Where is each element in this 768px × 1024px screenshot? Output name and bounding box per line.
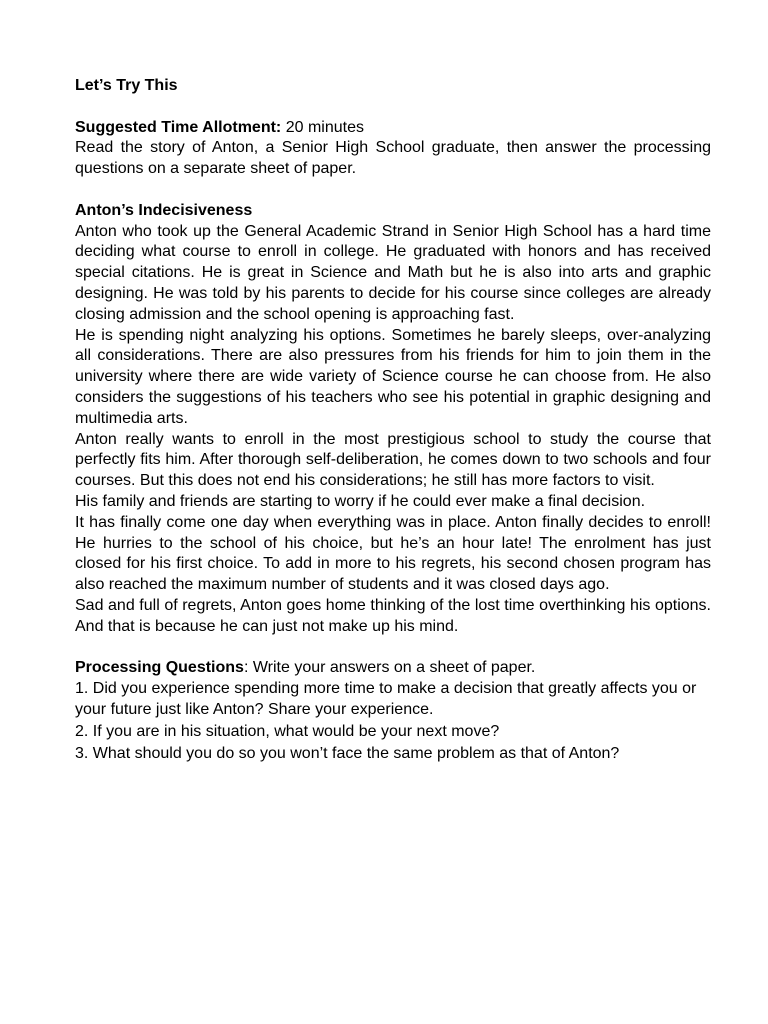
story-paragraph: His family and friends are starting to worry if he could ever make a final decision.	[75, 492, 646, 510]
time-allotment-value: 20 minutes	[285, 118, 364, 136]
processing-instruction: : Write your answers on a sheet of paper.	[243, 659, 536, 677]
processing-heading	[75, 658, 711, 679]
spacer	[75, 180, 711, 201]
spacer	[75, 97, 711, 118]
question-item: 2. If you are in his situation, what would be your next move?	[75, 722, 500, 740]
processing-label: Processing Questions	[75, 659, 244, 677]
spacer	[75, 638, 711, 659]
time-allotment-label: Suggested Time Allotment:	[75, 118, 282, 136]
time-allotment	[75, 118, 711, 139]
story-paragraph: Sad and full of regrets, Anton goes home thinking of the lost time overthinking his options. And that is because he can just not make up his mind.	[75, 596, 711, 635]
story-paragraph: It has finally come one day when everything was in place. Anton finally decides to enroll! He hurries to the school of his choice, but he’s an hour late! The enrolment has just closed for his first choice. To add in more to his regrets, his second chosen program has also reached the maximum number of students and it was closed days ago.	[75, 513, 711, 594]
story-title: Anton’s Indecisiveness	[75, 201, 253, 219]
story-paragraph: Anton really wants to enroll in the most prestigious school to study the course that perfectly fits him. After thorough self-deliberation, he comes down to two schools and four courses. But this does not end his considerations; he still has more factors to visit.	[75, 430, 711, 490]
section-title: Let’s Try This	[75, 77, 178, 94]
question-item: 3. What should you do so you won’t face the same problem as that of Anton?	[75, 744, 620, 762]
story-paragraph: He is spending night analyzing his options. Sometimes he barely sleeps, over-analyzing all considerations. There are also pressures from his friends for him to join them in the university where there are wide variety of Science course he can choose from. He also considers the suggestions of his teachers who see his potential in graphic designing and multimedia arts.	[75, 326, 711, 427]
question-item: 1. Did you experience spending more time to make a decision that greatly affects you or your future just like Anton? Share your experience.	[75, 680, 697, 718]
instructions-text: Read the story of Anton, a Senior High School graduate, then answer the processing questions on a separate sheet of paper.	[75, 139, 711, 178]
document-page	[75, 76, 711, 764]
story-paragraph: Anton who took up the General Academic Strand in Senior High School has a hard time deciding what course to enroll in college. He graduated with honors and has received special citations. He is great in Science and Math but he is also into arts and graphic designing. He was told by his parents to decide for his course since colleges are already closing admission and the school opening is approaching fast.	[75, 222, 711, 323]
